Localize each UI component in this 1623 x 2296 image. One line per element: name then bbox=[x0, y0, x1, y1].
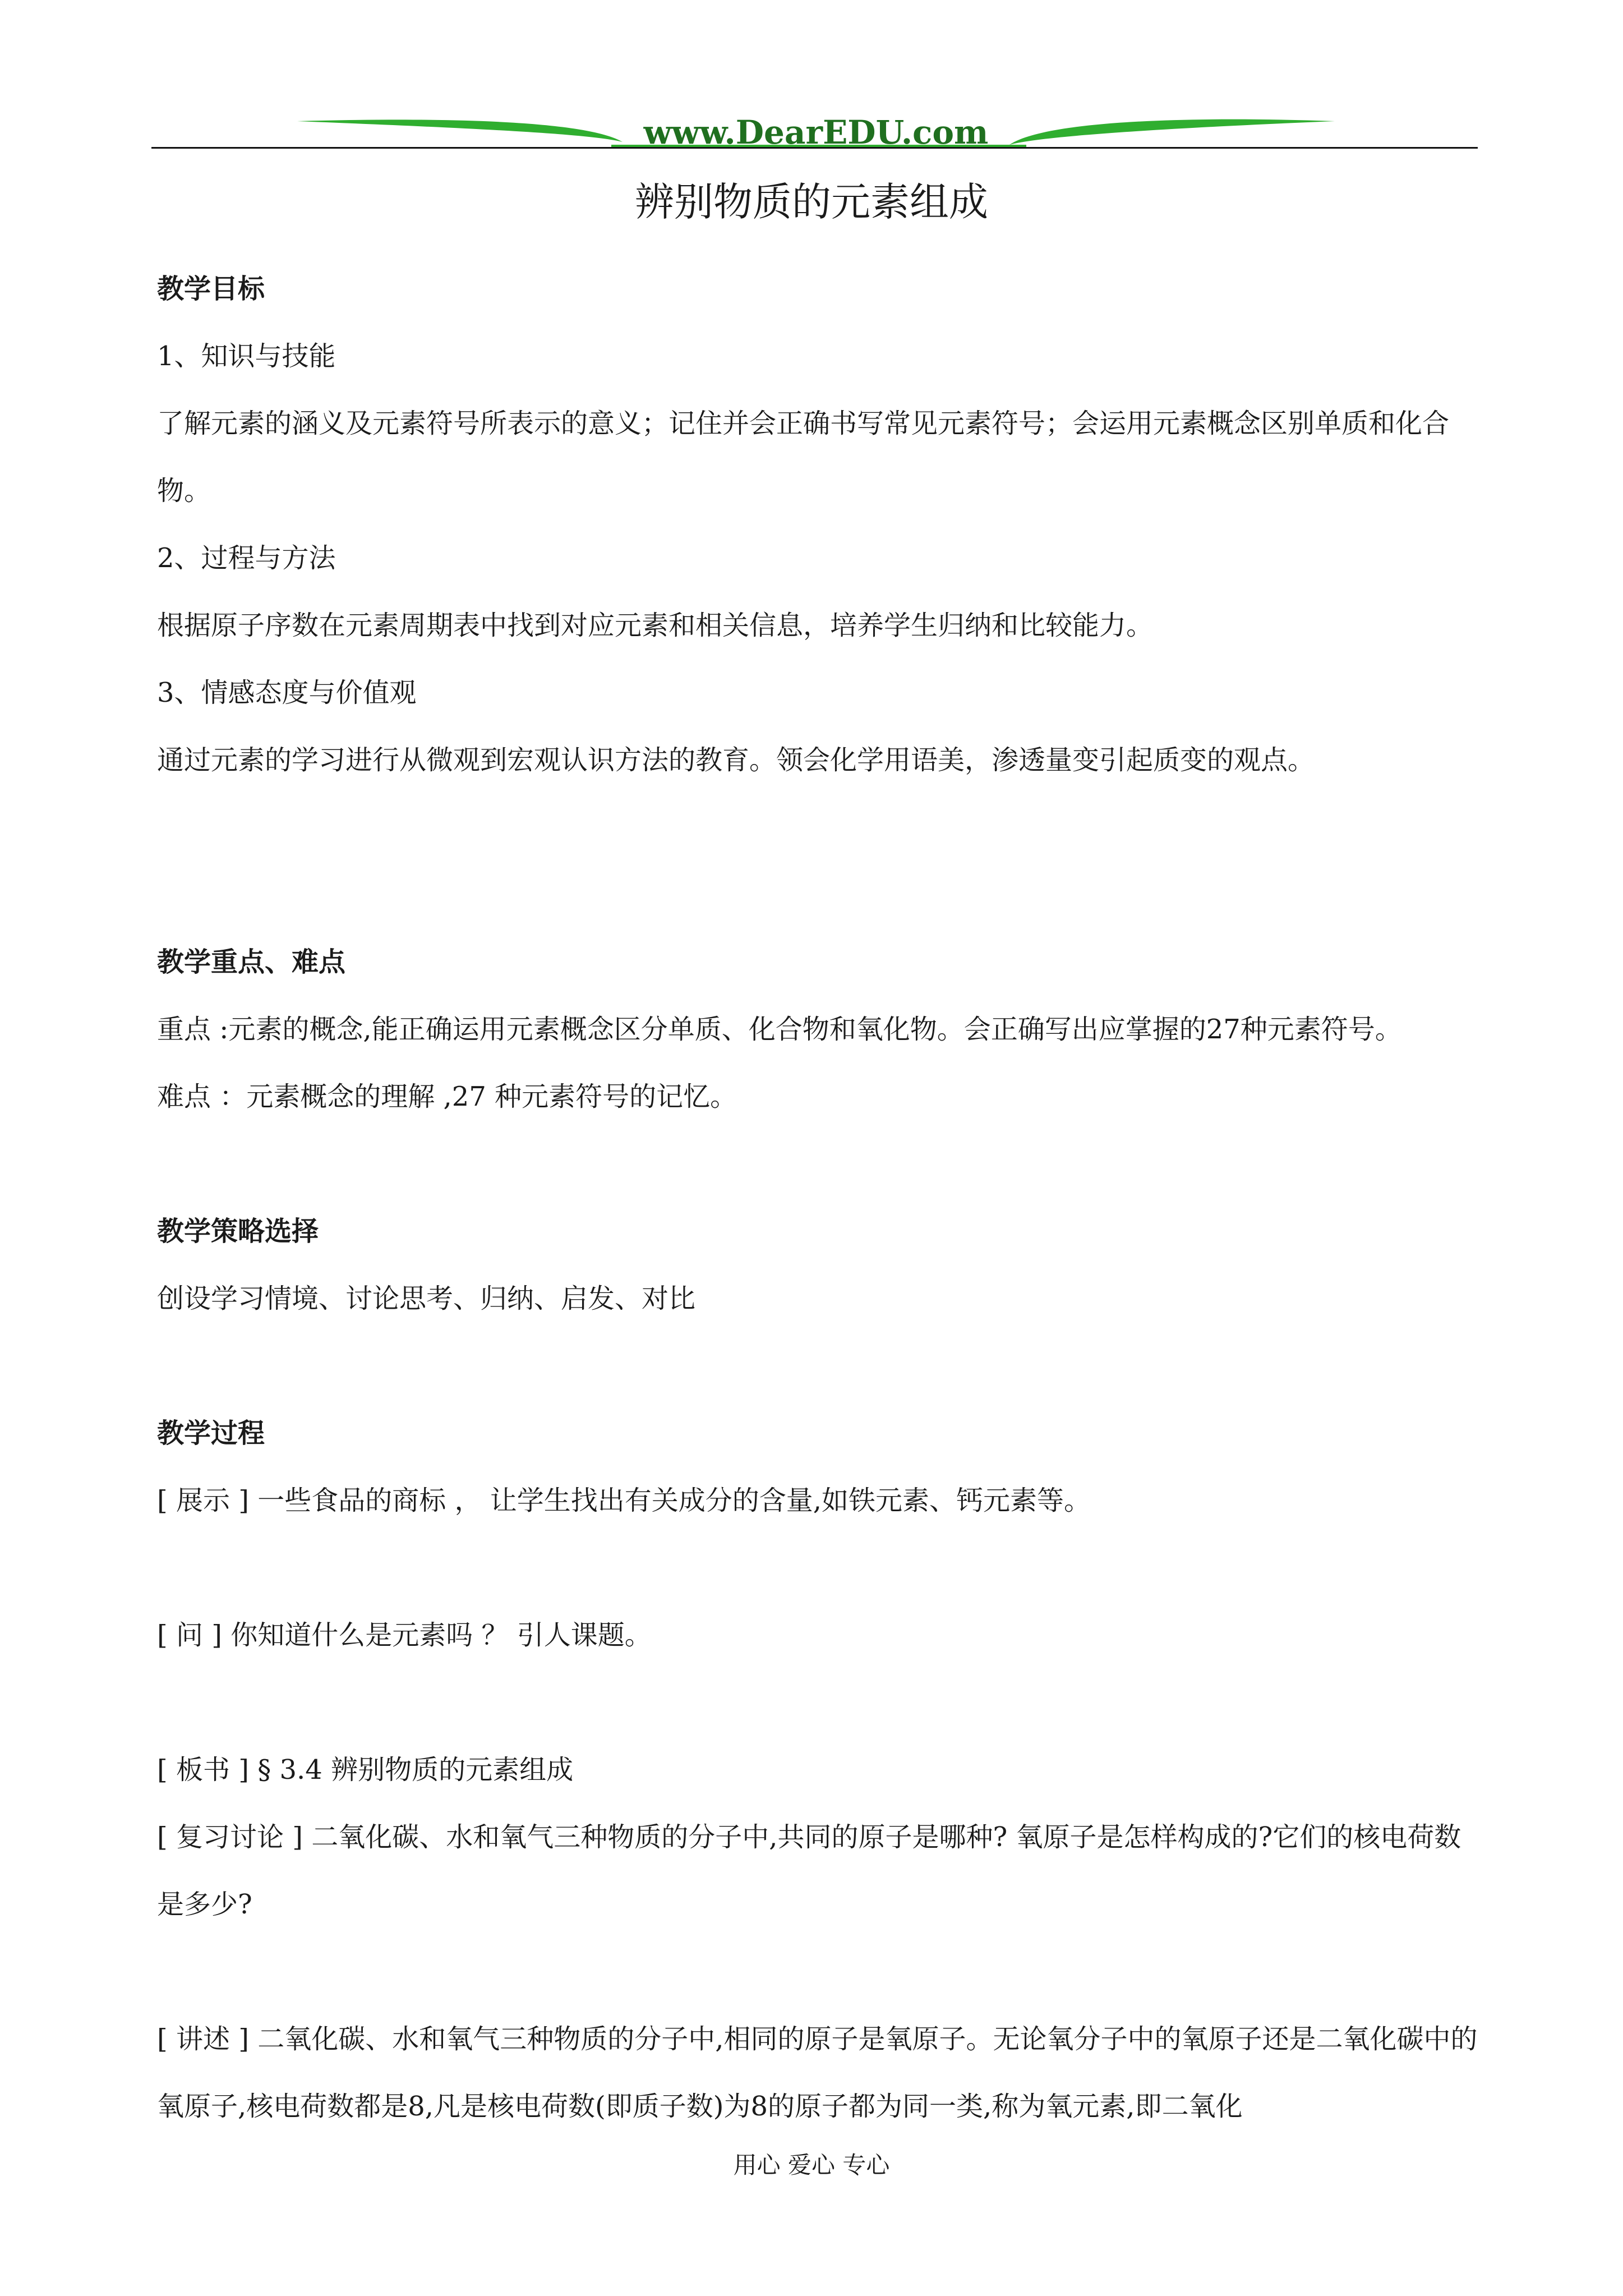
page-footer: 用心 爱心 专心 bbox=[733, 2151, 890, 2179]
objective-2-text: 根据原子序数在元素周期表中找到对应元素和相关信息，培养学生归纳和比较能力。 bbox=[157, 610, 1154, 641]
keypoints-heading: 教学重点、难点 bbox=[157, 946, 346, 978]
spacer bbox=[157, 1534, 1481, 1602]
spacer bbox=[157, 1130, 1481, 1198]
logo-swoosh-left bbox=[297, 119, 623, 142]
dearedu-logo bbox=[297, 111, 1335, 162]
spacer bbox=[157, 794, 1481, 928]
process-board: [ 板书 ] § 3.4 辨别物质的元素组成 bbox=[157, 1754, 574, 1786]
objective-1-text: 了解元素的涵义及元素符号所表示的意义；记住并会正确书写常见元素符号；会运用元素概念区别单质和化合物。 bbox=[157, 408, 1450, 507]
objectives-heading: 教学目标 bbox=[157, 273, 265, 305]
logo-text: www.DearEDU.com bbox=[643, 113, 989, 151]
logo-swoosh-right bbox=[1009, 119, 1335, 145]
process-ask: [ 问 ] 你知道什么是元素吗 ？ 引人课题。 bbox=[157, 1619, 652, 1651]
objective-3-text: 通过元素的学习进行从微观到宏观认识方法的教育。领会化学用语美，渗透量变引起质变的观点。 bbox=[157, 744, 1315, 776]
process-review: [ 复习讨论 ] 二氧化碳、水和氧气三种物质的分子中,共同的原子是哪种? 氧原子是怎样构成的?它们的核电荷数是多少? bbox=[157, 1821, 1461, 1920]
objective-1-label: 1、知识与技能 bbox=[157, 341, 336, 372]
objective-2-label: 2、过程与方法 bbox=[157, 542, 336, 574]
objective-3-label: 3、情感态度与价值观 bbox=[157, 677, 417, 708]
page-title: 辨别物质的元素组成 bbox=[635, 179, 988, 225]
strategy-heading: 教学策略选择 bbox=[157, 1216, 319, 1247]
header-rule bbox=[151, 147, 1478, 149]
spacer bbox=[157, 1669, 1481, 1736]
process-lecture: [ 讲述 ] 二氧化碳、水和氧气三种物质的分子中,相同的原子是氧原子。无论氧分子中的氧原子还是二氧化碳中的氧原子,核电荷数都是8,凡是核电荷数(即质子数)为8的原子都为同一类,称为氧元素,即二氧化 bbox=[157, 2023, 1478, 2122]
document-body bbox=[157, 255, 1481, 2140]
keypoints-difficult: 难点 ：元素概念的理解 ,27 种元素符号的记忆。 bbox=[157, 1081, 737, 1112]
keypoints-key: 重点 :元素的概念,能正确运用元素概念区分单质、化合物和氧化物。会正确写出应掌握的27种元素符号。 bbox=[157, 1014, 1402, 1045]
spacer bbox=[157, 1332, 1481, 1400]
spacer bbox=[157, 1938, 1481, 2005]
strategy-text: 创设学习情境、讨论思考、归纳、启发、对比 bbox=[157, 1283, 696, 1314]
process-show: [ 展示 ] 一些食品的商标 ， 让学生找出有关成分的含量,如铁元素、钙元素等。 bbox=[157, 1485, 1091, 1516]
process-heading: 教学过程 bbox=[157, 1418, 265, 1449]
